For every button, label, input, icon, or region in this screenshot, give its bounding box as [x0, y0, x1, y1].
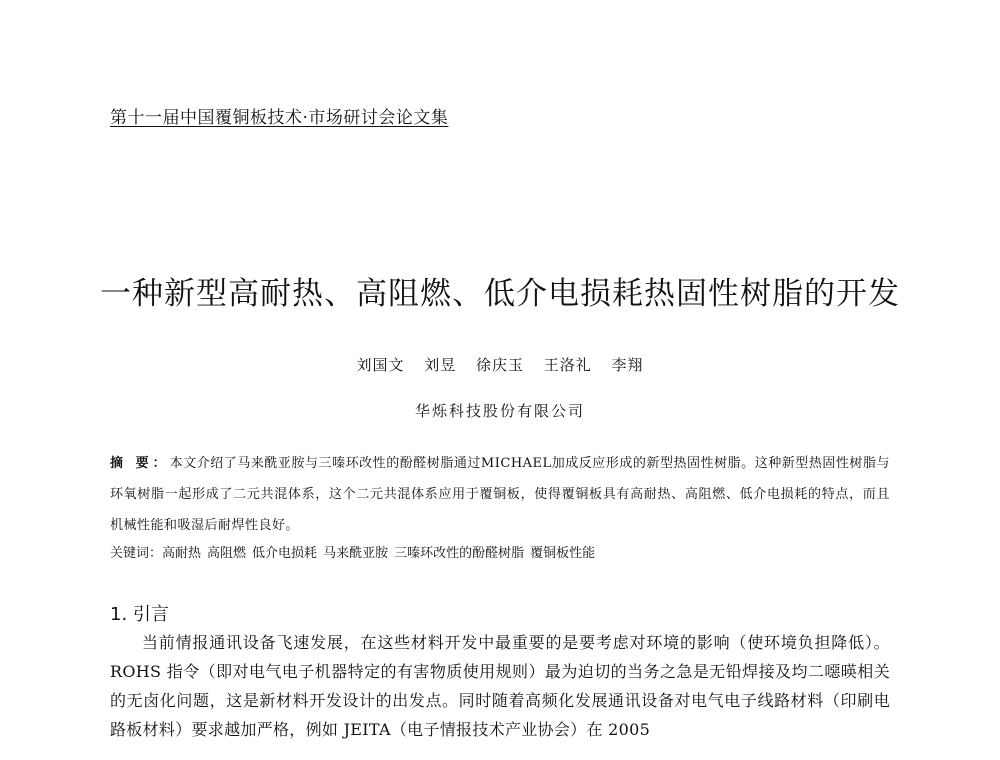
keywords-label: 关键词：	[110, 546, 163, 561]
keyword: 高阻燃	[207, 546, 247, 561]
abstract-label: 摘 要：	[110, 456, 170, 471]
author-list: 刘国文 刘昱 徐庆玉 王洛礼 李翔	[356, 356, 644, 374]
running-header: 第十一届中国覆铜板技术·市场研讨会论文集	[110, 108, 449, 128]
affiliation: 华烁科技股份有限公司	[414, 402, 585, 420]
keyword: 三嗪环改性的酚醛树脂	[394, 546, 525, 561]
abstract	[110, 448, 890, 541]
keyword: 覆铜板性能	[530, 546, 596, 561]
keyword: 高耐热	[162, 546, 202, 561]
keyword: 马来酰亚胺	[323, 546, 389, 561]
abstract-text: 本文介绍了马来酰亚胺与三嗪环改性的酚醛树脂通过MICHAEL加成反应形成的新型热固性树脂。这种新型热固性树脂与环氧树脂一起形成了二元共混体系，这个二元共混体系应用于覆铜板，使得覆铜板具有高耐热、高阻燃、低介电损耗的特点，而且机械性能和吸湿后耐焊性良好。	[110, 456, 890, 533]
keywords	[110, 542, 900, 561]
body-paragraph: 当前情报通讯设备飞速发展，在这些材料开发中最重要的是要考虑对环境的影响（使环境负担降低）。ROHS 指令（即对电气电子机器特定的有害物质使用规则）最为迫切的当务之急是无铅焊接及均二噁暎相关的无卤化问题，这是新材料开发设计的出发点。同时随着高频化发展通讯设备对电气电子线路材料（印刷电路板材料）要求越加严格，例如 JEITA（电子情报技术产业协会）在 2005	[110, 633, 890, 739]
section-heading: 1. 引言	[110, 604, 169, 625]
keyword: 低介电损耗	[252, 546, 318, 561]
paper-title: 一种新型高耐热、高阻燃、低介电损耗热固性树脂的开发	[100, 276, 900, 312]
